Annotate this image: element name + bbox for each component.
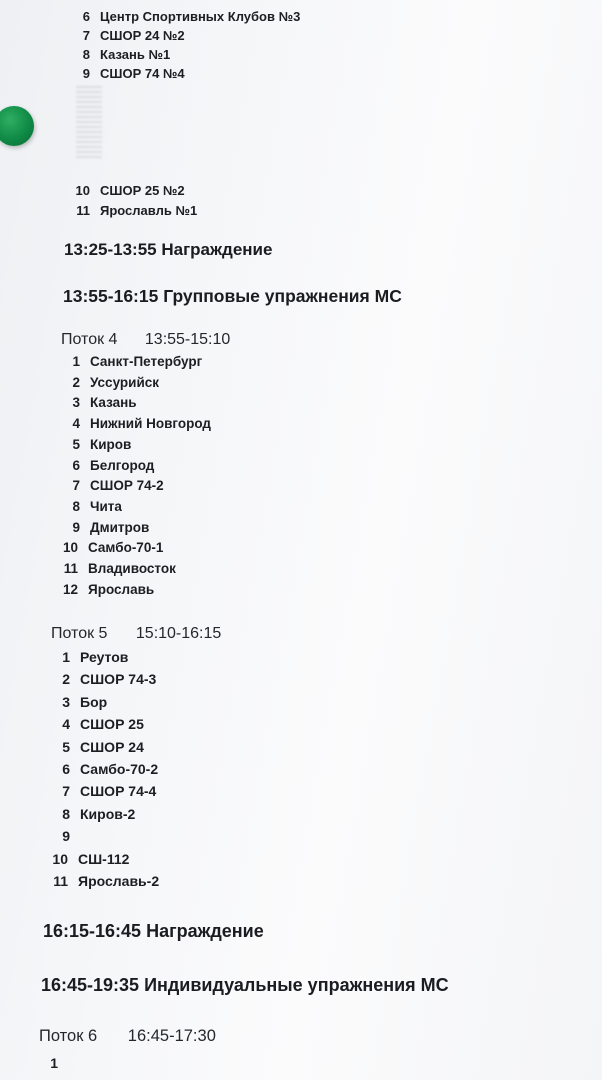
list-item [60, 582, 154, 597]
list-item [50, 851, 129, 867]
list-item-number: 11 [53, 873, 68, 889]
list-item [72, 183, 185, 198]
list-item-name: Белгород [90, 457, 155, 473]
list-item [62, 499, 122, 514]
list-item-name: Дмитров [90, 519, 150, 535]
list-item-name: СШОР 74-2 [90, 478, 164, 494]
list-item-number: 12 [62, 581, 78, 597]
list-item-name: СШОР 25 [80, 716, 144, 733]
flow-5-time: 15:10-16:15 [135, 625, 222, 642]
flow-5-header [51, 625, 221, 643]
heading-group-exercises: 13:55-16:15 Групповые упражнения МС [63, 286, 402, 306]
list-item-number: 9 [72, 519, 80, 535]
flow-6-label: Поток 6 [39, 1027, 98, 1045]
list-item [80, 66, 185, 81]
list-item [62, 395, 137, 410]
list-item-name: СШОР 25 №2 [100, 183, 185, 198]
list-item [72, 203, 197, 218]
list-item [52, 806, 135, 822]
list-item [52, 694, 107, 710]
list-item-number: 4 [62, 716, 70, 733]
list-item-name: Реутов [80, 649, 129, 665]
list-item-number: 6 [62, 761, 70, 777]
list-item-name: Уссурийск [90, 374, 160, 390]
list-item-number: 9 [82, 66, 90, 81]
list-item-number: 8 [82, 47, 90, 62]
list-item [52, 671, 156, 687]
list-item [62, 375, 159, 390]
list-item-number: 2 [62, 671, 70, 688]
list-item [52, 716, 144, 732]
list-item-name: Киров [90, 436, 132, 452]
list-item-name: СШОР 24 №2 [100, 28, 185, 43]
flow-4-label: Поток 4 [61, 331, 118, 348]
list-item [52, 828, 80, 844]
list-item [40, 1055, 68, 1071]
heading-award-2: 16:15-16:45 Награждение [43, 921, 264, 941]
list-item-number: 6 [82, 9, 90, 24]
green-pushpin [0, 106, 34, 146]
print-smudge [76, 86, 102, 160]
list-item-number: 6 [72, 457, 80, 473]
list-item-name: СШОР 74-4 [80, 783, 157, 800]
list-item-name: Казань [90, 395, 137, 411]
list-item-number: 4 [72, 416, 80, 432]
flow-4-header [61, 331, 230, 349]
list-item-name: Нижний Новгород [90, 416, 211, 432]
list-item-name: Чита [90, 498, 122, 514]
list-item [62, 478, 164, 493]
list-item [62, 416, 211, 431]
list-item [80, 47, 170, 62]
list-item-number: 7 [72, 478, 80, 494]
list-item-name: Самбо-70-2 [80, 761, 159, 777]
list-item-number: 5 [62, 738, 70, 755]
flow-6-time: 16:45-17:30 [127, 1027, 216, 1045]
flow-5-label: Поток 5 [51, 625, 108, 642]
list-item-name: СШОР 74 №4 [100, 66, 185, 81]
list-item [62, 437, 131, 452]
list-item-number: 10 [62, 540, 78, 556]
flow-4-time: 13:55-15:10 [144, 331, 231, 348]
list-item-name: СШ-112 [78, 850, 130, 867]
list-item-name: Ярославь [88, 581, 155, 597]
list-item [60, 561, 176, 576]
list-item-number: 1 [50, 1055, 58, 1071]
list-item [62, 458, 154, 473]
list-item-number: 3 [62, 693, 70, 710]
list-item [52, 783, 156, 799]
list-item-name: Санкт-Петербург [90, 354, 203, 369]
list-item-name: Бор [80, 693, 108, 710]
list-item-number: 7 [82, 28, 90, 43]
list-item-number: 9 [62, 828, 70, 845]
list-item-name: Центр Спортивных Клубов №3 [100, 9, 301, 24]
list-item [62, 354, 202, 369]
list-item-name: СШОР 24 [80, 738, 144, 755]
list-item-number: 10 [75, 183, 90, 198]
list-item-number: 8 [62, 805, 70, 822]
list-item-number: 7 [62, 783, 70, 800]
list-item-number: 1 [62, 649, 70, 665]
list-item-number: 11 [63, 561, 78, 576]
list-item [52, 739, 144, 755]
list-item [62, 520, 149, 535]
list-item [80, 9, 300, 24]
list-item-number: 8 [72, 498, 80, 514]
list-item-number: 5 [72, 436, 80, 452]
list-item-number: 3 [72, 395, 80, 411]
list-item-number: 11 [76, 203, 90, 218]
flow-6-header [39, 1027, 216, 1046]
heading-individual-exercises: 16:45-19:35 Индивидуальные упражнения МС [41, 975, 449, 995]
list-item [52, 649, 128, 665]
list-item [52, 761, 158, 777]
list-item-name: Казань №1 [100, 47, 171, 62]
list-item-name: Владивосток [88, 561, 176, 576]
list-item-number: 10 [52, 850, 68, 867]
list-item [80, 28, 185, 43]
list-item-name: Ярославль №1 [100, 203, 198, 218]
list-item-name: Ярославь-2 [78, 873, 160, 889]
list-item-name: Самбо-70-1 [88, 540, 164, 556]
list-item [50, 873, 159, 889]
heading-award-1: 13:25-13:55 Награждение [64, 240, 273, 259]
list-item-number: 1 [72, 354, 80, 369]
list-item-name: СШОР 74-3 [80, 671, 157, 688]
list-item [60, 540, 163, 555]
list-item-name: Киров-2 [80, 805, 136, 822]
list-item-number: 2 [72, 374, 80, 390]
